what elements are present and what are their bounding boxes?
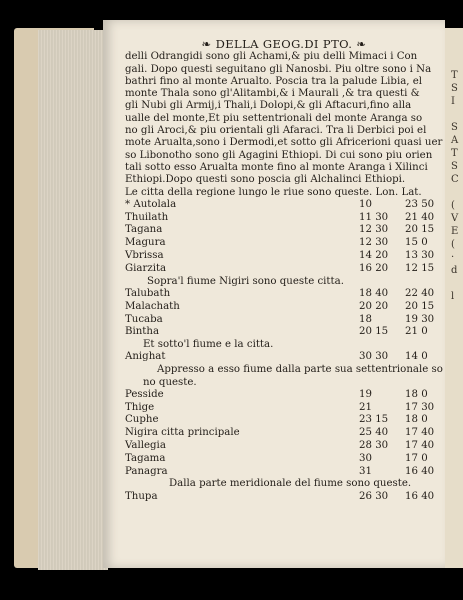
latitude: 16 40 [405, 490, 435, 502]
city-row [125, 427, 443, 440]
text-line: ualle del monte,Et piu settentrionali del monte Aranga so [125, 112, 423, 124]
text-line: monte Thala sono gl'Alitambi,& i Maurali ,& tra questi & [125, 88, 420, 100]
latitude: 13 30 [405, 250, 435, 262]
city-name: Bintha [125, 326, 160, 338]
page-edges [38, 30, 108, 570]
longitude: 18 40 [359, 287, 389, 299]
next-page-char: ( [451, 200, 455, 211]
longitude: 26 30 [359, 490, 389, 502]
city-row [125, 263, 443, 276]
next-page-char: T [451, 148, 458, 159]
city-row [125, 453, 443, 466]
city-name: Vbrissa [125, 250, 164, 262]
city-name: Talubath [125, 287, 171, 299]
city-name: Tagama [125, 452, 166, 464]
longitude: 19 [359, 388, 372, 400]
latitude: 19 30 [405, 313, 435, 325]
intro-paragraph [125, 51, 443, 186]
longitude: 23 15 [359, 414, 389, 426]
text-line: gli Nubi gli Armij,i Thali,i Dolopi,& gli Aftacuri,fino alla [125, 100, 412, 112]
text-line: mote Arualta,sono i Dermodi,et sotto gli Africerioni quasi uer [125, 137, 443, 149]
city-row [125, 466, 443, 479]
latitude: 17 40 [405, 440, 435, 451]
city-name: Tagana [125, 224, 163, 236]
longitude: 30 [359, 452, 372, 464]
city-row [125, 389, 443, 402]
longitude: 16 20 [359, 262, 389, 274]
next-page-char: I [451, 96, 455, 107]
text-line: tali sotto esso Arualta monte fino al monte Aranga i Xilinci [125, 161, 428, 173]
next-page-char: S [451, 161, 458, 172]
latitude: 17 0 [405, 452, 428, 464]
running-header: ❧ DELLA GEOG.DI PTO. ❧ [201, 37, 367, 51]
city-row [125, 414, 443, 427]
city-row [125, 224, 443, 237]
next-page-char: l [451, 291, 455, 302]
longitude: 20 20 [359, 300, 389, 312]
latitude: 16 40 [405, 465, 435, 477]
city-name: Panagra [125, 465, 168, 477]
section-subheading: Appresso a esso fiume dalla parte sua settentrionale so [157, 364, 443, 376]
city-name: Cuphe [125, 414, 159, 426]
longitude: 18 [359, 313, 372, 325]
city-name: Malachath [125, 300, 180, 312]
longitude: 21 [359, 401, 372, 413]
city-name: Pesside [125, 388, 164, 400]
city-row [125, 491, 443, 504]
longitude: 25 40 [359, 427, 389, 439]
city-row [125, 301, 443, 314]
latitude: 22 40 [405, 287, 435, 299]
latitude: 14 0 [405, 351, 428, 363]
latitude: 23 50 [405, 198, 435, 210]
next-page-char: ( [451, 239, 455, 250]
city-name: Thuilath [125, 211, 169, 223]
longitude: 20 15 [359, 326, 389, 338]
city-name: Nigira citta principale [125, 427, 240, 439]
longitude: 30 30 [359, 351, 389, 363]
longitude: 14 20 [359, 250, 389, 262]
city-name: Tucaba [125, 313, 163, 325]
city-row [125, 199, 443, 212]
latitude: 17 40 [405, 427, 435, 439]
city-row [125, 288, 443, 301]
longitude: 28 30 [359, 440, 389, 451]
latitude: 20 15 [405, 224, 435, 236]
next-page-char: E [451, 226, 459, 237]
next-page-char: A [451, 135, 459, 146]
city-name: Vallegia [125, 440, 166, 451]
city-row [125, 402, 443, 415]
latitude: 15 0 [405, 237, 428, 249]
city-table [125, 199, 443, 504]
next-page-char: d [451, 265, 458, 276]
longitude: 12 30 [359, 224, 389, 236]
table-header: Le citta della regione lungo le riue sono queste. Lon. Lat. [125, 186, 422, 198]
section-subheading: Dalla parte meridionale del fiume sono queste. [169, 478, 412, 490]
next-page-char: T [451, 70, 458, 81]
section-subheading: no queste. [143, 376, 197, 388]
city-row [125, 250, 443, 263]
longitude: 31 [359, 465, 372, 477]
latitude: 18 0 [405, 414, 428, 426]
next-page-char: S [451, 83, 458, 94]
text-line: delli Odrangidi sono gli Achami,& piu delli Mimaci i Con [125, 51, 418, 63]
text-line: bathri fino al monte Arualto. Poscia tra la palude Libia, el [125, 75, 423, 87]
text-line: so Libonotho sono gli Agagini Ethiopi. Di cui sono piu orien [125, 149, 433, 161]
city-row [125, 237, 443, 250]
text-line: Ethiopi.Dopo questi sono poscia gli Alchalinci Ethiopi. [125, 174, 406, 186]
latitude: 21 0 [405, 326, 428, 338]
next-page-char: V [451, 213, 459, 224]
city-name: Giarzita [125, 262, 167, 274]
latitude: 17 30 [405, 401, 435, 413]
city-row [125, 351, 443, 364]
latitude: 21 40 [405, 211, 435, 223]
city-row [125, 326, 443, 339]
section-subheading: Sopra'l fiume Nigiri sono queste citta. [147, 275, 344, 287]
page-content [125, 38, 443, 503]
next-page-edge [445, 28, 463, 568]
city-name: Thupa [125, 490, 158, 502]
longitude: 10 [359, 198, 372, 210]
section-subheading: Et sotto'l fiume e la citta. [143, 339, 274, 351]
city-name: Thige [125, 401, 155, 413]
next-page-char: S [451, 122, 458, 133]
latitude: 12 15 [405, 262, 435, 274]
latitude: 20 15 [405, 300, 435, 312]
longitude: 12 30 [359, 237, 389, 249]
text-line: gali. Dopo questi seguitano gli Nanosbi. Piu oltre sono i Na [125, 63, 432, 75]
city-name: * Autolala [125, 198, 177, 210]
city-row [125, 314, 443, 327]
next-page-char: · [451, 252, 455, 263]
city-name: Anighat [125, 351, 166, 363]
longitude: 11 30 [359, 211, 389, 223]
city-name: Magura [125, 237, 166, 249]
city-row [125, 212, 443, 225]
city-row [125, 440, 443, 453]
latitude: 18 0 [405, 388, 428, 400]
next-page-char: C [451, 174, 459, 185]
text-line: no gli Aroci,& piu orientali gli Afaraci. Tra li Derbici poi el [125, 125, 427, 137]
